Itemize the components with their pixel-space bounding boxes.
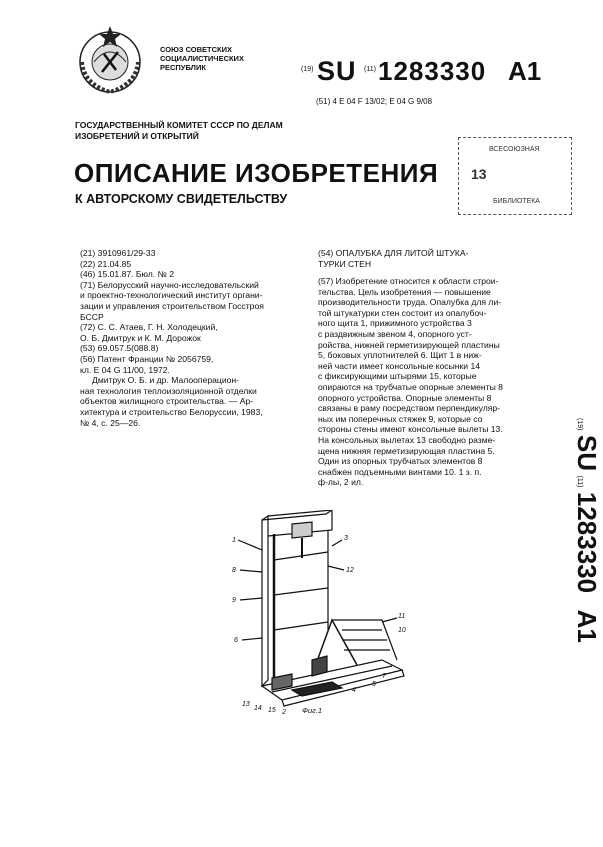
side-patent-number — [548, 418, 603, 668]
biblio-line: О. Б. Дмитрук и К. М. Дорожок — [80, 332, 201, 343]
abstract-line: тельства. Цель изобретения — повышение — [318, 286, 491, 297]
biblio-line: (56) Патент Франции № 2056759, — [80, 353, 214, 364]
abstract-line: Один из опорных трубчатых элементов 8 — [318, 456, 483, 467]
stamp-line-2: 13 — [471, 166, 487, 182]
biblio-line: зации и управления строительством Госстроя — [80, 300, 264, 311]
figure-caption: Фиг.1 — [302, 706, 323, 715]
kind-code: А1 — [508, 56, 542, 86]
biblio-line: объектов жилищного строительства. — Ар- — [80, 396, 254, 407]
document-subtitle: К АВТОРСКОМУ СВИДЕТЕЛЬСТВУ — [75, 192, 288, 206]
abstract-line: связаны в раму посредством перпендикуляр- — [318, 403, 501, 414]
biblio-line: (71) Белорусский научно-исследовательский — [80, 279, 259, 290]
svg-text:6: 6 — [234, 637, 238, 644]
biblio-line: кл. E 04 G 11/00, 1972. — [80, 364, 170, 375]
svg-text:11: 11 — [398, 613, 406, 620]
library-stamp — [458, 137, 572, 215]
abstract-line: опираются на трубчатые опорные элементы 8 — [318, 381, 503, 392]
biblio-line: ная технология теплоизоляционной отделки — [80, 385, 257, 396]
biblio-line: (46) 15.01.87. Бюл. № 2 — [80, 269, 174, 280]
abstract-line: 5, боковых уплотнителей 6. Щит 1 в ниж- — [318, 350, 482, 361]
stamp-line-1: ВСЕСОЮЗНАЯ — [489, 146, 540, 153]
abstract-line: (57) Изобретение относится к области строи- — [318, 276, 499, 286]
abstract-line: ройства, нижней герметизирующей пластины — [318, 339, 500, 350]
side-number: 1283330 — [572, 491, 602, 594]
svg-text:2: 2 — [282, 709, 286, 716]
ipc-classification: (51) 4 E 04 F 13/02; E 04 G 9/08 — [316, 97, 433, 106]
invention-title — [318, 248, 548, 269]
svg-text:4: 4 — [352, 687, 356, 694]
biblio-line: (21) 3910961/29-33 — [80, 248, 156, 258]
bibliographic-data — [80, 248, 305, 428]
stamp-line-3: БИБЛИОТЕКА — [493, 198, 540, 205]
abstract-line: ф-лы, 2 ил. — [318, 477, 364, 488]
side-country-code: SU — [572, 434, 602, 472]
svg-text:9: 9 — [232, 597, 236, 604]
biblio-line: (53) 69.057.5(088.8) — [80, 343, 159, 354]
side-code-19: (19) — [576, 418, 583, 431]
side-code-11: (11) — [576, 475, 583, 488]
svg-text:8: 8 — [232, 567, 236, 574]
abstract-line: На консольных вылетах 13 свободно разме- — [318, 434, 496, 445]
abstract-line: производительности труда. Опалубка для ли- — [318, 297, 502, 308]
biblio-line: хитектура и строительство Белоруссии, 1983, — [80, 406, 263, 417]
svg-text:7: 7 — [382, 673, 386, 680]
abstract — [318, 276, 548, 488]
abstract-line: с раздвижным звеном 4, опорного уст- — [318, 328, 472, 339]
abstract-line: ного щита 1, прижимного устройства 3 — [318, 318, 472, 329]
code-11: (11) — [364, 66, 376, 73]
svg-text:15: 15 — [268, 707, 276, 714]
svg-text:13: 13 — [242, 701, 250, 708]
code-19: (19) — [301, 66, 314, 73]
abstract-line: щена нижняя герметизирующая пластина 5. — [318, 445, 495, 456]
invention-title-line: ТУРКИ СТЕН — [318, 258, 372, 269]
svg-text:14: 14 — [254, 705, 262, 712]
biblio-line: Дмитрук О. Б. и др. Малооперацион- — [92, 375, 240, 386]
formwork-drawing — [232, 510, 412, 725]
biblio-line: и проектно-технологический институт органи- — [80, 290, 263, 301]
abstract-line: с фиксирующими штырями 15, которые — [318, 371, 477, 382]
svg-text:10: 10 — [398, 627, 406, 634]
committee-name: ГОСУДАРСТВЕННЫЙ КОМИТЕТ СССР ПО ДЕЛАМ ИЗОБРЕТЕНИЙ И ОТКРЫТИЙ — [75, 120, 283, 141]
abstract-line: опорного устройства. Опорные элементы 8 — [318, 392, 492, 403]
abstract-line: снабжен подъемными винтами 10. 1 з. п. — [318, 466, 482, 477]
svg-text:1: 1 — [232, 537, 236, 544]
biblio-line: БССР — [80, 311, 104, 322]
abstract-line: ней части имеет консольные косынки 14 — [318, 360, 481, 371]
document-title: ОПИСАНИЕ ИЗОБРЕТЕНИЯ — [74, 158, 439, 188]
union-name: СОЮЗ СОВЕТСКИХ СОЦИАЛИСТИЧЕСКИХ РЕСПУБЛИК — [160, 45, 244, 72]
invention-title-line: (54) ОПАЛУБКА ДЛЯ ЛИТОЙ ШТУКА- — [318, 248, 469, 258]
biblio-line: (22) 21.04.85 — [80, 258, 132, 269]
country-code: SU — [317, 56, 357, 86]
abstract-line: ных им поперечных стяжек 9, которые со — [318, 413, 483, 424]
biblio-line: (72) С. С. Атаев, Г. Н. Холодецкий, — [80, 322, 218, 333]
abstract-line: стороны стены имеют консольные вылеты 13. — [318, 424, 503, 435]
svg-text:3: 3 — [344, 535, 348, 542]
patent-number: 1283330 — [378, 56, 487, 86]
ussr-emblem-icon — [72, 22, 148, 98]
side-kind-code: А1 — [572, 609, 602, 643]
svg-text:12: 12 — [346, 567, 354, 574]
abstract-line: той штукатурки стен состоит из опалубоч- — [318, 307, 487, 318]
svg-text:5: 5 — [372, 681, 376, 688]
biblio-line: № 4, с. 25—26. — [80, 417, 141, 428]
